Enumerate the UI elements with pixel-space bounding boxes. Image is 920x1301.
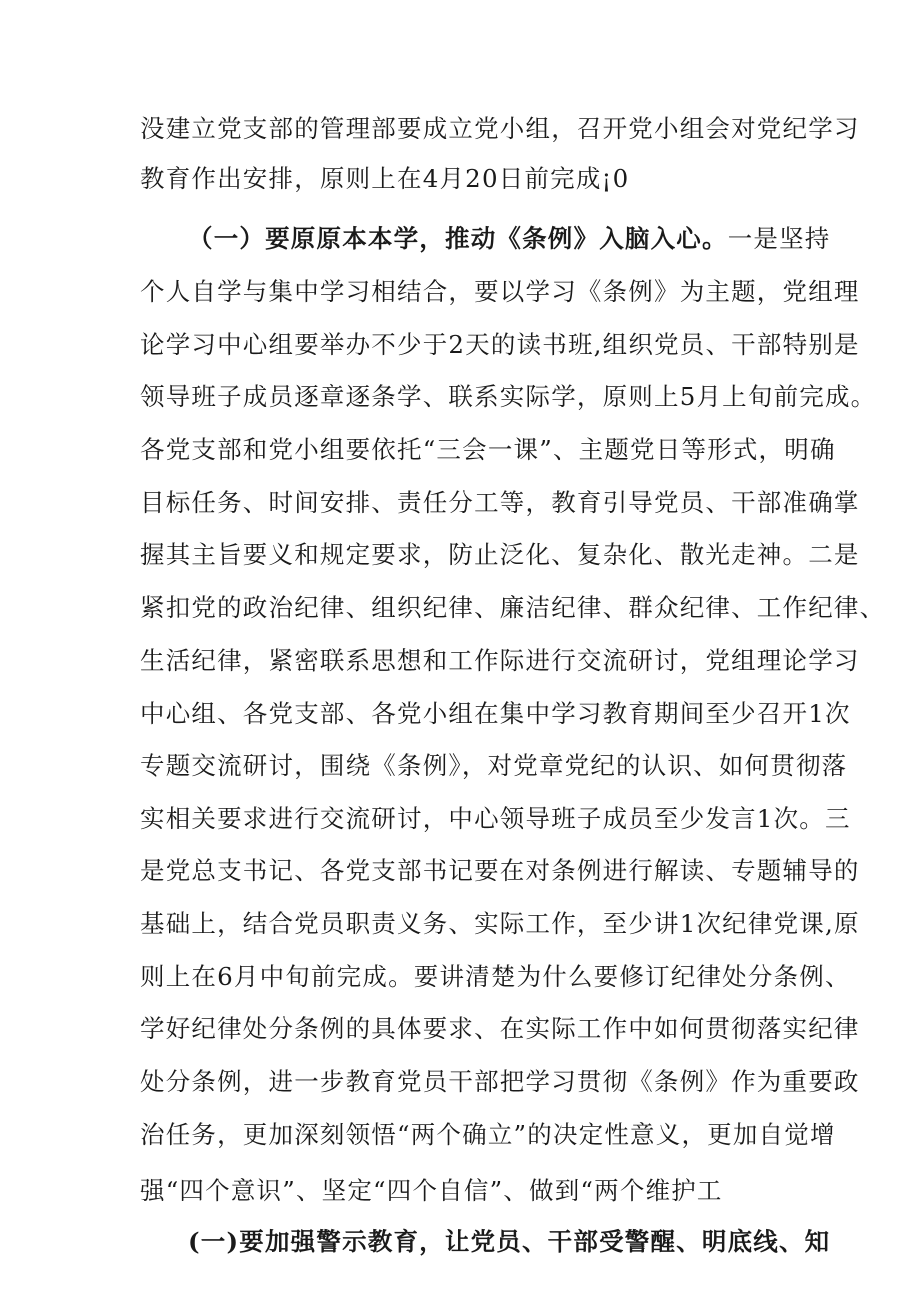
paragraph-line: 生活纪律，紧密联系思想和工作际进行交流研讨，党组理论学习	[140, 646, 860, 675]
section-heading-line	[188, 224, 831, 254]
paragraph-line: 论学习中心组要举办不少于2天的读书班,组织党员、干部特别是	[140, 330, 860, 359]
paragraph-line: 紧扣党的政治纪律、组织纪律、廉洁纪律、群众纪律、工作纪律、	[140, 593, 886, 622]
paragraph-line: 专题交流研讨，围绕《条例》，对党章党纪的认识、如何贯彻落	[140, 751, 848, 780]
section-heading: （一）要原原本本学，推动《条例》入脑入心。	[188, 224, 728, 253]
paragraph-line: 目标任务、时间安排、责任分工等，教育引导党员、干部准确掌	[140, 488, 860, 517]
paragraph-line: 领导班子成员逐章逐条学、联系实际学，原则上5月上旬前完成。	[140, 382, 877, 411]
paragraph-line: 中心组、各党支部、各党小组在集中学习教育期间至少召开1次	[140, 699, 851, 728]
paragraph-line: 教育作出安排，原则上在4月20日前完成¡0	[140, 164, 630, 193]
paragraph-line: 治任务，更加深刻领悟“两个确立”的决定性意义，更加自觉增	[140, 1120, 836, 1149]
paragraph-line: 个人自学与集中学习相结合，要以学习《条例》为主题，党组理	[140, 277, 860, 306]
paragraph-line: 没建立党支部的管理部要成立党小组，召开党小组会对党纪学习	[140, 114, 860, 143]
paragraph-line: 学好纪律处分条例的具体要求、在实际工作中如何贯彻落实纪律	[140, 1014, 860, 1043]
paragraph-line: 握其主旨要义和规定要求，防止泛化、复杂化、散光走神。二是	[140, 540, 860, 569]
paragraph-line: 强“四个意识”、坚定“四个自信”、做到“两个维护工	[140, 1176, 723, 1205]
paragraph-line: 各党支部和党小组要依托“三会一课”、主题党日等形式，明确	[140, 435, 836, 464]
paragraph-line: 则上在6月中旬前完成。要讲清楚为什么要修订纪律处分条例、	[140, 962, 851, 991]
paragraph-line: 基础上，结合党员职责义务、实际工作，至少讲1次纪律党课,原	[140, 909, 860, 938]
section-heading: (一)要加强警示教育，让党员、干部受警醒、明底线、知	[188, 1227, 831, 1256]
paragraph-line: 是党总支书记、各党支部书记要在对条例进行解读、专题辅导的	[140, 856, 860, 885]
section-heading-continuation: 一是坚持	[727, 224, 831, 253]
paragraph-line: 实相关要求进行交流研讨，中心领导班子成员至少发言1次。三	[140, 804, 851, 833]
paragraph-line: 处分条例，进一步教育党员干部把学习贯彻《条例》作为重要政	[140, 1067, 860, 1096]
